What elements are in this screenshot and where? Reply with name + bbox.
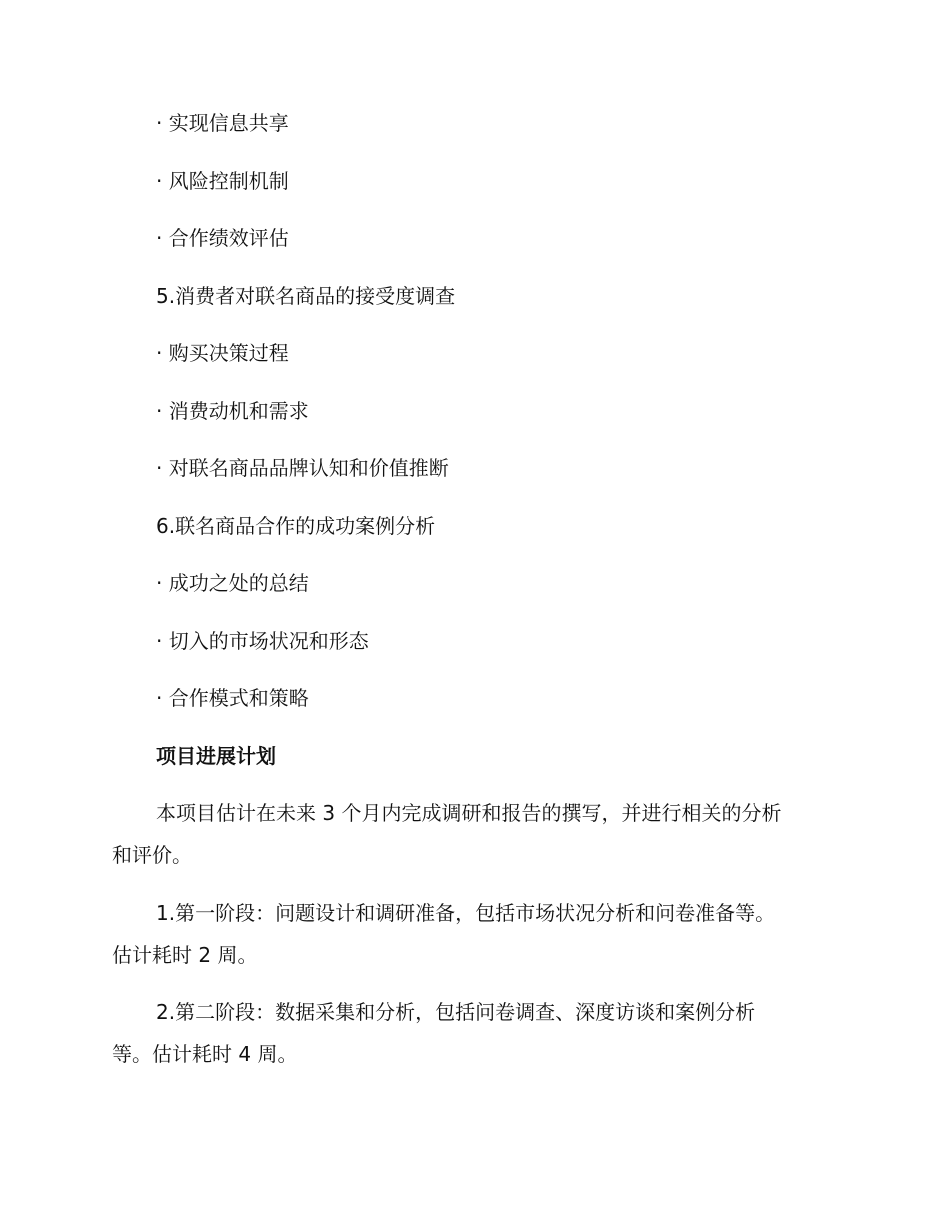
bullet-item: · 风险控制机制 xyxy=(156,168,289,193)
plan-intro-line-1: 本项目估计在未来 3 个月内完成调研和报告的撰写，并进行相关的分析 xyxy=(156,801,782,825)
section-6-heading: 6.联名商品合作的成功案例分析 xyxy=(156,513,436,538)
plan-intro-line-2: 和评价。 xyxy=(112,843,192,867)
stage-1-line-2: 估计耗时 2 周。 xyxy=(112,942,258,967)
plan-title: 项目进展计划 xyxy=(156,743,276,768)
section-5-heading: 5.消费者对联名商品的接受度调查 xyxy=(156,283,456,308)
bullet-item: · 成功之处的总结 xyxy=(156,571,309,595)
bullet-item: · 合作模式和策略 xyxy=(156,686,309,710)
stage-1-paragraph xyxy=(112,898,832,970)
stage-1-line-1: 1.第一阶段：问题设计和调研准备，包括市场状况分析和问卷准备等。 xyxy=(156,900,776,925)
bullet-item: · 购买决策过程 xyxy=(156,341,289,365)
bullet-item: · 实现信息共享 xyxy=(156,111,289,135)
bullet-item: · 消费动机和需求 xyxy=(156,398,309,423)
plan-intro-paragraph xyxy=(112,798,832,870)
document-body xyxy=(112,108,832,1097)
stage-2-line-1: 2.第二阶段：数据采集和分析，包括问卷调查、深度访谈和案例分析 xyxy=(156,1000,756,1024)
bullet-item: · 对联名商品品牌认知和价值推断 xyxy=(156,456,449,480)
stage-2-paragraph xyxy=(112,997,832,1069)
bullet-item: · 合作绩效评估 xyxy=(156,226,289,250)
bullet-item: · 切入的市场状况和形态 xyxy=(156,628,369,653)
stage-2-line-2: 等。估计耗时 4 周。 xyxy=(112,1042,298,1066)
